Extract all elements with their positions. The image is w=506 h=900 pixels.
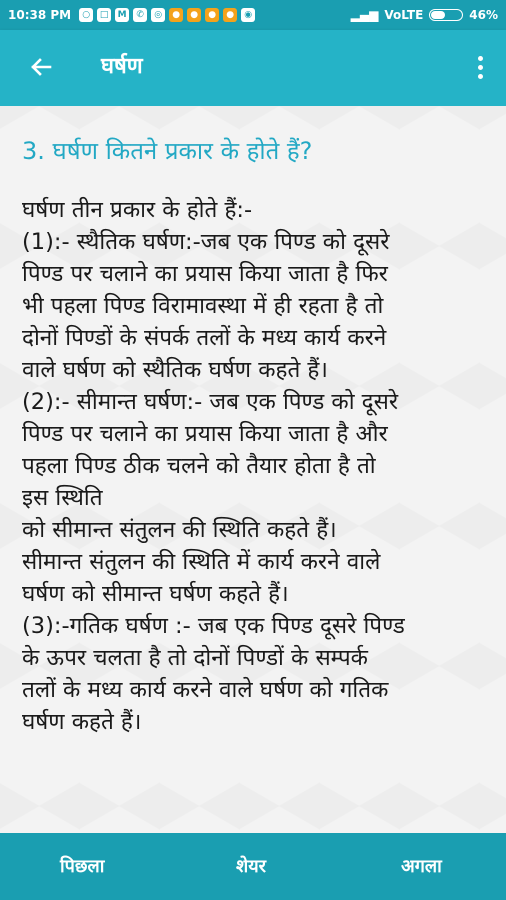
bottom-nav bbox=[0, 833, 506, 900]
app-bar bbox=[0, 30, 506, 106]
arrow-left-icon bbox=[26, 52, 56, 82]
battery-level: 46% bbox=[469, 8, 498, 22]
previous-button[interactable]: पिछला bbox=[60, 856, 105, 877]
instagram-icon: ◎ bbox=[151, 8, 165, 22]
answer-line: घर्षण कहते हैं। bbox=[22, 709, 142, 735]
answer-line: तलों के मध्य कार्य करने वाले घर्षण को गतिक bbox=[22, 677, 389, 703]
more-vert-icon bbox=[478, 56, 483, 61]
answer-line: पिण्ड पर चलाने का प्रयास किया जाता है और bbox=[22, 421, 388, 447]
battery-icon bbox=[429, 9, 463, 21]
answer-line: के ऊपर चलता है तो दोनों पिण्डों के सम्पर्क bbox=[22, 645, 368, 671]
answer-line: (1):- स्थैतिक घर्षण:-जब एक पिण्ड को दूसरे bbox=[22, 229, 390, 255]
app-icon: ● bbox=[223, 8, 237, 22]
answer-line: वाले घर्षण को स्थैतिक घर्षण कहते हैं। bbox=[22, 357, 328, 383]
status-bar bbox=[0, 0, 506, 30]
answer-line: घर्षण तीन प्रकार के होते हैं:- bbox=[22, 197, 253, 223]
page-title: घर्षण bbox=[101, 54, 143, 79]
app-icon: ● bbox=[169, 8, 183, 22]
app-icon: ● bbox=[187, 8, 201, 22]
app-icon: ◉ bbox=[241, 8, 255, 22]
answer-line: पिण्ड पर चलाने का प्रयास किया जाता है फिर bbox=[22, 261, 388, 287]
answer-line: दोनों पिण्डों के संपर्क तलों के मध्य कार्य करने bbox=[22, 325, 387, 351]
answer-line: इस स्थिति bbox=[22, 485, 103, 511]
answer-line: सीमान्त संतुलन की स्थिति में कार्य करने वाले bbox=[22, 549, 381, 575]
answer-line: घर्षण को सीमान्त घर्षण कहते हैं। bbox=[22, 581, 289, 607]
more-options-button[interactable] bbox=[474, 52, 486, 82]
back-button[interactable] bbox=[26, 52, 56, 82]
answer-line: (3):-गतिक घर्षण :- जब एक पिण्ड दूसरे पिण्ड bbox=[22, 613, 405, 639]
answer-text bbox=[22, 194, 492, 738]
answer-line: (2):- सीमान्त घर्षण:- जब एक पिण्ड को दूसरे bbox=[22, 389, 399, 415]
app-icon: ○ bbox=[79, 8, 93, 22]
phone-icon: ✆ bbox=[133, 8, 147, 22]
answer-line: को सीमान्त संतुलन की स्थिति कहते हैं। bbox=[22, 517, 337, 543]
gmail-icon: M bbox=[115, 8, 129, 22]
app-icon: ● bbox=[205, 8, 219, 22]
app-icon: □ bbox=[97, 8, 111, 22]
status-right bbox=[351, 8, 498, 22]
share-button[interactable]: शेयर bbox=[236, 856, 267, 877]
answer-line: भी पहला पिण्ड विरामावस्था में ही रहता है तो bbox=[22, 293, 384, 319]
content-area[interactable] bbox=[0, 106, 506, 833]
signal-icon: ▂▄▆ bbox=[350, 8, 379, 22]
question-heading: 3. घर्षण कितने प्रकार के होते हैं? bbox=[22, 137, 313, 165]
next-button[interactable]: अगला bbox=[401, 856, 442, 877]
status-time: 10:38 PM bbox=[8, 8, 72, 22]
network-label: VoLTE bbox=[384, 8, 424, 22]
answer-line: पहला पिण्ड ठीक चलने को तैयार होता है तो bbox=[22, 453, 376, 479]
notification-icons bbox=[79, 8, 255, 22]
